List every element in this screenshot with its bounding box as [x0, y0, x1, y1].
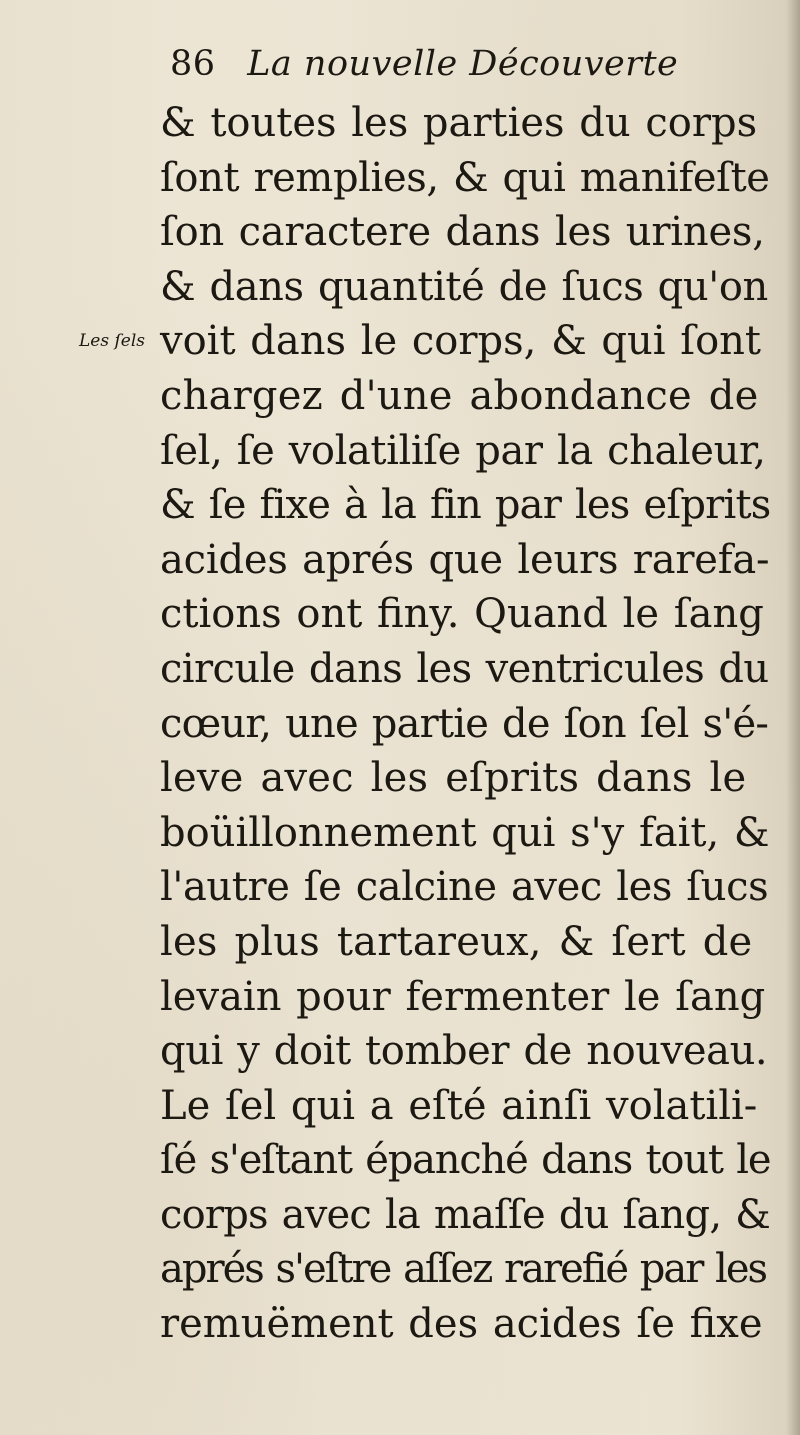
text-line: l'autre ſe calcine avec les ſucs [160, 864, 769, 911]
text-line: Le ſel qui a eſté ainſi volatili- [160, 1082, 758, 1129]
text-line: voit dans le corps, & qui ſont [160, 318, 761, 365]
running-header [170, 38, 730, 90]
text-line: cœur, une partie de ſon ſel s'é- [160, 700, 769, 747]
text-line: & dans quantité de ſucs qu'on [160, 263, 768, 310]
text-line: ſont remplies, & qui manifeſte [160, 154, 770, 201]
text-line: aprés s'eſtre aſſez rarefié par les [160, 1246, 767, 1293]
page-edge-shadow [786, 0, 800, 1435]
body-text [160, 96, 770, 1352]
margin-note: Les ſels [79, 331, 145, 351]
page-number: 86 [170, 44, 216, 84]
text-line: leve avec les eſprits dans le [160, 755, 747, 802]
text-line: acides aprés que leurs rarefa- [160, 536, 770, 583]
text-line: corps avec la maſſe du ſang, & [160, 1191, 770, 1238]
text-line: chargez d'une abondance de [160, 372, 759, 419]
text-line: les plus tartareux, & ſert de [160, 918, 753, 965]
text-line: levain pour fermenter le ſang [160, 973, 766, 1020]
text-line: remuëment des acides ſe fixe [160, 1301, 763, 1348]
text-line: ctions ont finy. Quand le ſang [160, 591, 764, 638]
text-line: ſel, ſe volatiliſe par la chaleur, [160, 427, 766, 474]
text-line: & toutes les parties du corps [160, 100, 758, 146]
text-line: ſon caractere dans les urines, [160, 209, 765, 256]
running-title: La nouvelle Découverte [247, 44, 679, 84]
text-line: circule dans les ventricules du [160, 645, 769, 692]
text-line: ſé s'eſtant épanché dans tout le [160, 1137, 771, 1184]
text-line: qui y doit tomber de nouveau. [160, 1028, 768, 1075]
text-line: & ſe fixe à la fin par les eſprits [160, 482, 771, 529]
text-line: boüillonnement qui s'y fait, & [160, 809, 770, 856]
